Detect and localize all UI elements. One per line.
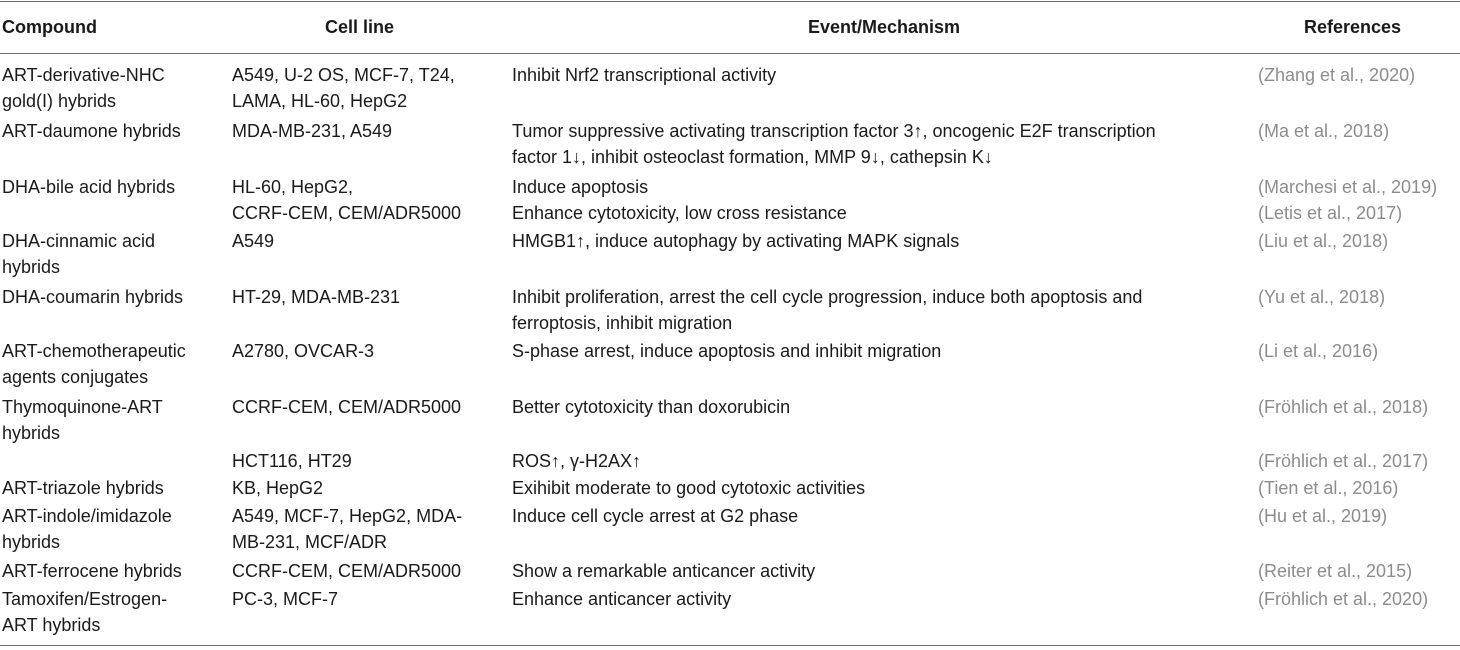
event-cell: Tumor suppressive activating transcription factor 3↑, oncogenic E2F transcription	[512, 121, 1156, 141]
compound-cell: ART hybrids	[2, 615, 101, 635]
cell-line-cell: A2780, OVCAR-3	[232, 341, 375, 361]
cell-line-cell: MDA-MB-231, A549	[232, 121, 393, 141]
reference-cell: (Fröhlich et al., 2020)	[1258, 589, 1429, 609]
cell-line-cell: A549	[232, 231, 275, 251]
table-bottom-rule	[0, 645, 1460, 646]
reference-cell: (Fröhlich et al., 2017)	[1258, 451, 1429, 471]
reference-cell: (Zhang et al., 2020)	[1258, 65, 1416, 85]
cell-line-cell: HL-60, HepG2,	[232, 177, 354, 197]
reference-cell: (Hu et al., 2019)	[1258, 506, 1388, 526]
compound-cell: hybrids	[2, 257, 61, 277]
event-cell: Show a remarkable anticancer activity	[512, 561, 816, 581]
cell-line-cell: A549, MCF-7, HepG2, MDA-	[232, 506, 463, 526]
reference-cell: (Yu et al., 2018)	[1258, 287, 1386, 307]
cell-line-cell: HT-29, MDA-MB-231	[232, 287, 401, 307]
reference-cell: (Letis et al., 2017)	[1258, 203, 1403, 223]
cell-line-cell: PC-3, MCF-7	[232, 589, 339, 609]
event-cell: Enhance cytotoxicity, low cross resistance	[512, 203, 847, 223]
header-cell-line: Cell line	[325, 17, 395, 37]
compound-cell: gold(I) hybrids	[2, 91, 117, 111]
reference-cell: (Reiter et al., 2015)	[1258, 561, 1413, 581]
reference-cell: (Tien et al., 2016)	[1258, 478, 1399, 498]
reference-cell: (Li et al., 2016)	[1258, 341, 1379, 361]
event-cell: Better cytotoxicity than doxorubicin	[512, 397, 791, 417]
compound-cell: ART-chemotherapeutic	[2, 341, 186, 361]
compound-cell: ART-indole/imidazole	[2, 506, 172, 526]
cell-line-cell: HCT116, HT29	[232, 451, 352, 471]
compound-cell: DHA-bile acid hybrids	[2, 177, 176, 197]
reference-cell: (Marchesi et al., 2019)	[1258, 177, 1438, 197]
event-cell: ROS↑, γ-H2AX↑	[512, 451, 642, 471]
table-header-rule	[0, 53, 1460, 54]
cell-line-cell: MB-231, MCF/ADR	[232, 532, 388, 552]
header-compound: Compound	[2, 17, 97, 37]
compound-cell: Thymoquinone-ART	[2, 397, 163, 417]
compound-cell: ART-daumone hybrids	[2, 121, 181, 141]
cell-line-cell: CCRF-CEM, CEM/ADR5000	[232, 203, 462, 223]
compound-cell: hybrids	[2, 532, 61, 552]
compound-cell: Tamoxifen/Estrogen-	[2, 589, 168, 609]
compound-cell: ART-triazole hybrids	[2, 478, 164, 498]
compound-cell: ART-ferrocene hybrids	[2, 561, 182, 581]
reference-cell: (Fröhlich et al., 2018)	[1258, 397, 1429, 417]
cell-line-cell: KB, HepG2	[232, 478, 324, 498]
header-references: References	[1304, 17, 1402, 37]
event-cell: Enhance anticancer activity	[512, 589, 732, 609]
table-top-rule	[0, 1, 1460, 2]
event-cell: S-phase arrest, induce apoptosis and inhibit migration	[512, 341, 942, 361]
event-cell: Inhibit Nrf2 transcriptional activity	[512, 65, 777, 85]
event-cell: Inhibit proliferation, arrest the cell cycle progression, induce both apoptosis and	[512, 287, 1143, 307]
event-cell: Exihibit moderate to good cytotoxic activities	[512, 478, 866, 498]
cell-line-cell: LAMA, HL-60, HepG2	[232, 91, 408, 111]
cell-line-cell: CCRF-CEM, CEM/ADR5000	[232, 397, 462, 417]
cell-line-cell: A549, U-2 OS, MCF-7, T24,	[232, 65, 455, 85]
reference-cell: (Liu et al., 2018)	[1258, 231, 1389, 251]
event-cell: factor 1↓, inhibit osteoclast formation, MMP 9↓, cathepsin K↓	[512, 147, 993, 167]
cell-line-cell: CCRF-CEM, CEM/ADR5000	[232, 561, 462, 581]
event-cell: HMGB1↑, induce autophagy by activating MAPK signals	[512, 231, 960, 251]
event-cell: Induce apoptosis	[512, 177, 649, 197]
event-cell: ferroptosis, inhibit migration	[512, 313, 733, 333]
compound-cell: hybrids	[2, 423, 61, 443]
compound-cell: DHA-cinnamic acid	[2, 231, 156, 251]
compound-cell: agents conjugates	[2, 367, 149, 387]
compound-cell: DHA-coumarin hybrids	[2, 287, 184, 307]
header-event-mechanism: Event/Mechanism	[808, 17, 961, 37]
reference-cell: (Ma et al., 2018)	[1258, 121, 1390, 141]
event-cell: Induce cell cycle arrest at G2 phase	[512, 506, 799, 526]
compound-cell: ART-derivative-NHC	[2, 65, 165, 85]
